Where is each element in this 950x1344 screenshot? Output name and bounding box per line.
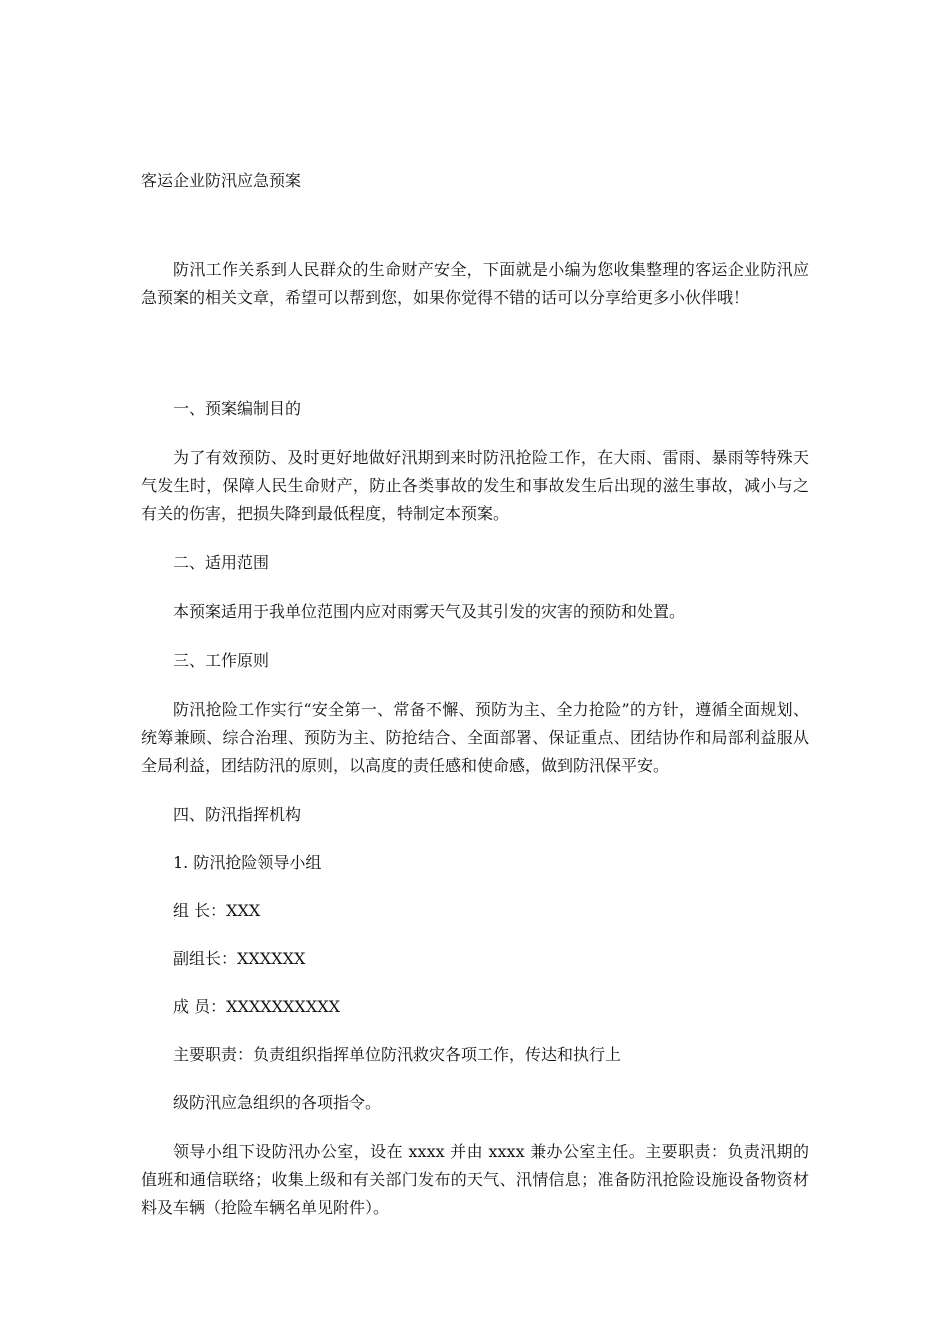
intro-paragraph: 防汛工作关系到人民群众的生命财产安全，下面就是小编为您收集整理的客运企业防汛应急预案的相关文章，希望可以帮到您，如果你觉得不错的话可以分享给更多小伙伴哦！ (141, 260, 809, 307)
spacer (141, 1068, 809, 1090)
spacer (141, 1020, 809, 1042)
subsection-heading-leadership: 1. 防汛抢险领导小组 (173, 853, 322, 872)
spacer (141, 828, 809, 850)
spacer (141, 972, 809, 994)
section-body-purpose: 为了有效预防、及时更好地做好汛期到来时防汛抢险工作，在大雨、雷雨、暴雨等特殊天气发生时，保障人民生命财产，防止各类事故的发生和事故发生后出现的滋生事故，减小与之有关的伤害，把损失降到最低程度，特制定本预案。 (141, 448, 809, 523)
spacer (141, 194, 809, 256)
duty-line-1: 主要职责：负责组织指挥单位防汛救灾各项工作，传达和执行上 (173, 1045, 622, 1064)
document-content (141, 168, 809, 1222)
document-title: 客运企业防汛应急预案 (141, 171, 302, 190)
spacer (141, 1116, 809, 1138)
members-line: 成 员：XXXXXXXXXX (173, 997, 340, 1016)
section-heading-principles: 三、工作原则 (173, 651, 270, 670)
spacer (141, 674, 809, 696)
section-body-scope: 本预案适用于我单位范围内应对雨雾天气及其引发的灾害的预防和处置。 (173, 602, 686, 621)
spacer (141, 422, 809, 444)
spacer (141, 312, 809, 374)
section-heading-purpose: 一、预案编制目的 (173, 399, 302, 418)
section-heading-command: 四、防汛指挥机构 (173, 805, 302, 824)
spacer (141, 528, 809, 550)
section-body-principles: 防汛抢险工作实行“安全第一、常备不懈、预防为主、全力抢险”的方针，遵循全面规划、统筹兼顾、综合治理、预防为主、防抢结合、全面部署、保证重点、团结协作和局部利益服从全局利益，团结防汛的原则，以高度的责任感和使命感，做到防汛保平安。 (141, 700, 809, 775)
leader-line: 组 长：XXX (173, 901, 261, 920)
duty-line-2: 级防汛应急组织的各项指令。 (173, 1093, 382, 1112)
deputy-leader-line: 副组长：XXXXXX (173, 949, 306, 968)
spacer (141, 576, 809, 598)
spacer (141, 626, 809, 648)
spacer (141, 374, 809, 396)
spacer (141, 876, 809, 898)
spacer (141, 924, 809, 946)
office-paragraph: 领导小组下设防汛办公室，设在 xxxx 并由 xxxx 兼办公室主任。主要职责：负责汛期的值班和通信联络；收集上级和有关部门发布的天气、汛情信息；准备防汛抢险设施设备物资材料及车辆（抢险车辆名单见附件）。 (141, 1142, 809, 1217)
section-heading-scope: 二、适用范围 (173, 553, 270, 572)
spacer (141, 780, 809, 802)
